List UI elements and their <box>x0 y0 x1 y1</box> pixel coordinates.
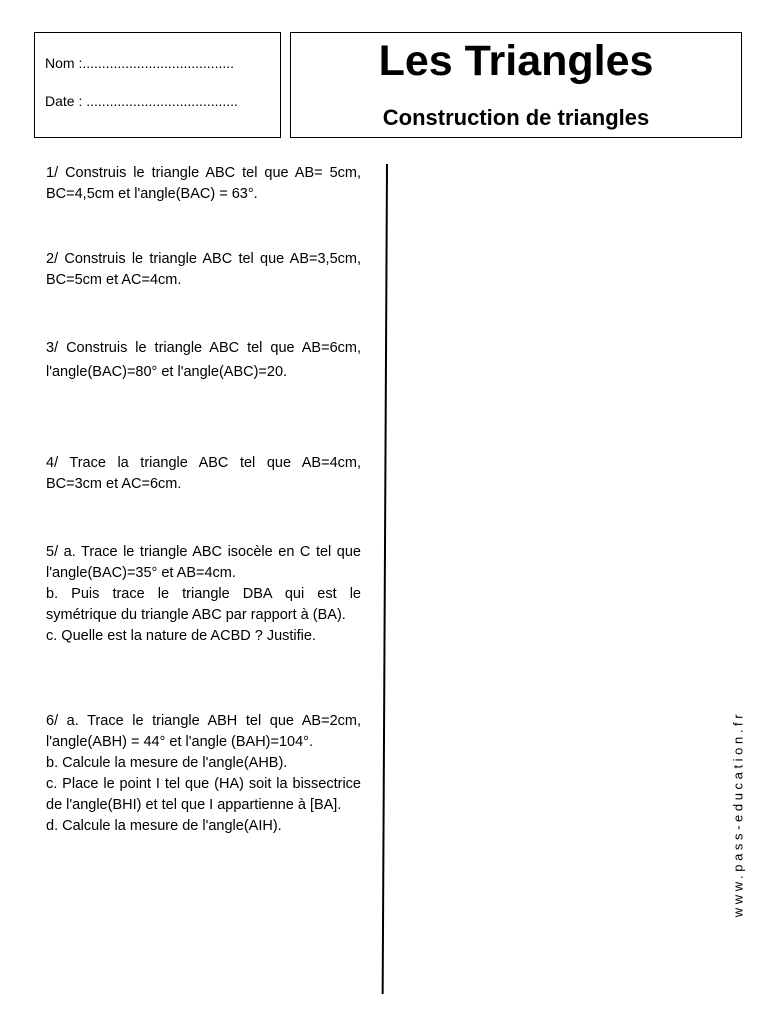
exercise-4-text: 4/ Trace la triangle ABC tel que AB=4cm, BC=3cm et AC=6cm. <box>46 455 361 492</box>
exercise-5-part-a: 5/ a. Trace le triangle ABC isocèle en C tel que l'angle(BAC)=35° et AB=4cm. <box>46 544 361 581</box>
exercise-1-text: 1/ Construis le triangle ABC tel que AB= 5cm, BC=4,5cm et l'angle(BAC) = 63°. <box>46 165 361 202</box>
website-watermark: www.pass-education.fr <box>730 710 746 918</box>
exercise-4 <box>46 453 361 495</box>
name-date-box <box>34 32 281 138</box>
exercise-1 <box>46 163 361 205</box>
exercise-5 <box>46 542 361 647</box>
date-field-label: Date : ....................................... <box>45 93 238 109</box>
exercise-6-part-b: b. Calcule la mesure de l'angle(AHB). <box>46 755 288 771</box>
exercise-6-part-a: 6/ a. Trace le triangle ABH tel que AB=2cm, l'angle(ABH) = 44° et l'angle (BAH)=104°. <box>46 713 361 750</box>
page-title: Les Triangles <box>378 37 654 85</box>
exercise-6-part-d: d. Calcule la mesure de l'angle(AIH). <box>46 818 282 834</box>
exercise-6-part-c: c. Place le point I tel que (HA) soit la bissectrice de l'angle(BHI) et tel que I appartienne à [BA]. <box>46 776 361 813</box>
exercise-2 <box>46 249 361 291</box>
exercise-3 <box>46 336 361 384</box>
exercise-3-text: 3/ Construis le triangle ABC tel que AB=6cm, l'angle(BAC)=80° et l'angle(ABC)=20. <box>46 340 361 380</box>
exercise-5-part-c: c. Quelle est la nature de ACBD ? Justifie. <box>46 628 316 644</box>
title-box <box>290 32 742 138</box>
exercise-5-part-b: b. Puis trace le triangle DBA qui est le symétrique du triangle ABC par rapport à (BA). <box>46 586 361 623</box>
exercise-2-text: 2/ Construis le triangle ABC tel que AB=3,5cm, BC=5cm et AC=4cm. <box>46 251 361 288</box>
name-field-label: Nom :....................................... <box>45 55 235 71</box>
page-subtitle: Construction de triangles <box>382 105 650 130</box>
exercise-6 <box>46 711 361 837</box>
vertical-divider <box>382 164 388 994</box>
